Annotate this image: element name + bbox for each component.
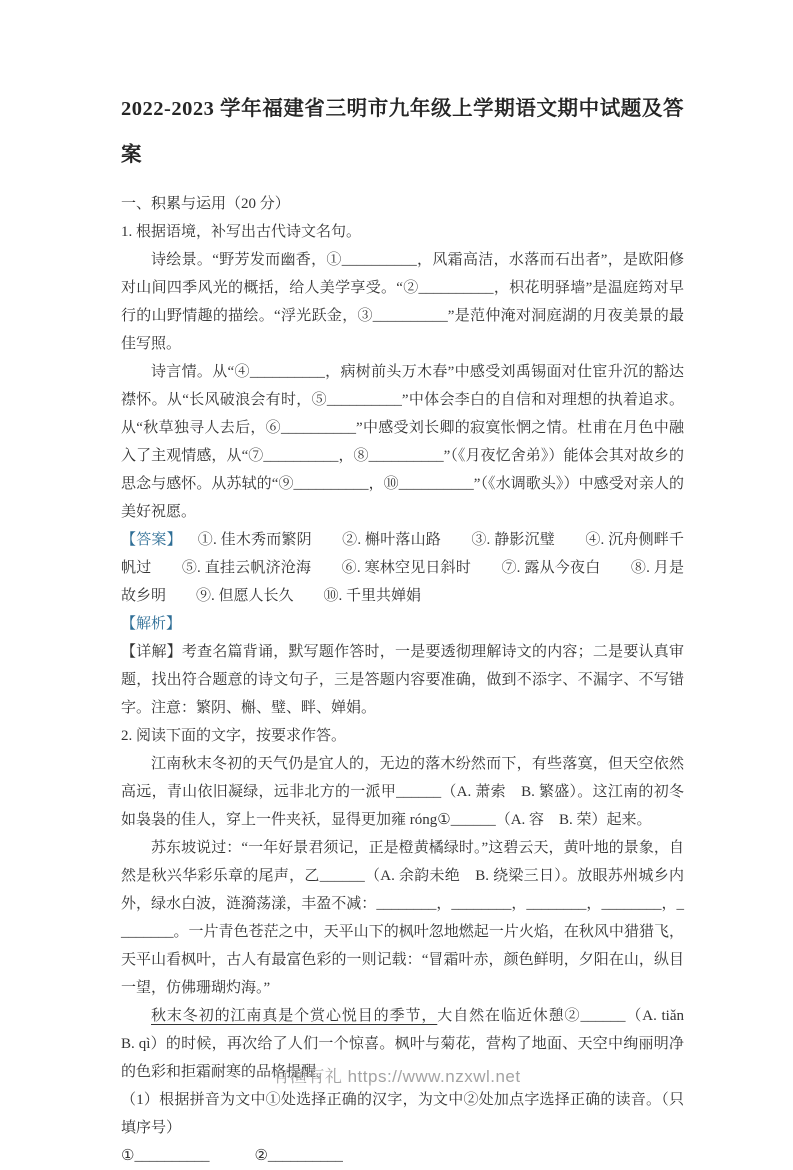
question2-passage-1: 江南秋末冬初的天气仍是宜人的，无边的落木纷然而下，有些落寞，但天空依然高远，青山依旧凝绿，远非北方的一派甲______（A. 萧索 B. 繁盛）。这江南的初冬如袅袅的佳人，穿上一件夹袄，显得更加雍 róng①______（A. 容 B. 荣）起来。 <box>121 756 684 828</box>
watermark-footer: 有渔有礼 https://www.nzxwl.net <box>272 1067 521 1086</box>
question1-passage-scenery: 诗绘景。“野芳发而幽香，①__________，风霜高洁，水落而石出者”，是欧阳修对山间四季风光的概括，给人美学享受。“②__________，枳花明驿墙”是温庭筠对早行的山野情趣的描绘。“浮光跃金，③__________”是范仲淹对洞庭湖的月夜美景的最佳写照。 <box>121 252 684 352</box>
question1-passage-emotion: 诗言情。从“④__________，病树前头万木春”中感受刘禹锡面对仕宦升沉的豁达襟怀。从“长风破浪会有时，⑤__________”中体会李白的自信和对理想的执着追求。从“秋草独寻人去后，⑥__________”中感受刘长卿的寂寞怅惘之情。杜甫在月色中融入了主观情感，从“⑦__________，⑧__________”（《月夜忆舍弟》）能体会其对故乡的思念与感怀。从苏轼的“⑨__________，⑩__________”（《水调歌头》）中感受对亲人的美好祝愿。 <box>121 364 684 520</box>
underlined-sentence: 秋末冬初的江南真是个赏心悦目的季节， <box>151 1008 438 1024</box>
question1-stem: 1. 根据语境，补写出古代诗文名句。 <box>121 224 362 240</box>
question1-analysis-paragraph <box>121 610 684 638</box>
question2-answer-blanks: ①__________ ②__________ <box>121 1148 343 1164</box>
passage-3-rest: 大自然在临近休憩②______（A. tiǎn B. qì）的时候，再次给了人们一个惊喜。枫叶与菊花，营构了地面、天空中绚丽明净的色彩和拒霜耐寒的品格提醒。 <box>121 1008 700 1080</box>
answer-text: ①. 佳木秀而繁阴 ②. 槲叶落山路 ③. 静影沉璧 ④. 沉舟侧畔千帆过 ⑤. 直挂云帆济沧海 ⑥. 寒林空见日斜时 ⑦. 露从今夜白 ⑧. 月是故乡明 ⑨. 但愿人长久 ⑩. 千里共婵娟 <box>121 532 684 604</box>
exam-document-page <box>121 86 700 1170</box>
question1-detail-explanation: 【详解】考查名篇背诵，默写题作答时，一是要透彻理解诗文的内容；二是要认真审题，找出符合题意的诗文句子，三是答题内容要准确，做到不添字、不漏字、不写错字。注意：繁阴、槲、璧、畔、婵娟。 <box>121 644 684 716</box>
analysis-label: 【解析】 <box>121 616 182 632</box>
question2-stem: 2. 阅读下面的文字，按要求作答。 <box>121 728 347 744</box>
question2-passage-2: 苏东坡说过：“一年好景君须记，正是橙黄橘绿时。”这碧云天，黄叶地的景象，自然是秋兴华彩乐章的尾声，乙______（A. 余韵未绝 B. 绕梁三日）。放眼苏州城乡内外，绿水白波，涟漪荡漾，丰盈不减：________，________，________，________，________。一片青色苍茫之中，天平山下的枫叶忽地燃起一片火焰，在秋风中猎猎飞，天平山看枫叶，古人有最富色彩的一则记载：“冒霜叶赤，颜色鲜明，夕阳在山，纵目一望，仿佛珊瑚灼海。” <box>121 840 684 996</box>
document-title: 2022-2023 学年福建省三明市九年级上学期语文期中试题及答案 <box>121 98 684 166</box>
question2-subquestion-1: （1）根据拼音为文中①处选择正确的汉字，为文中②处加点字选择正确的读音。（只填序号） <box>121 1092 684 1136</box>
question1-answer-paragraph <box>121 526 684 610</box>
section-heading: 一、积累与运用（20 分） <box>121 196 290 212</box>
answer-label: 【答案】 <box>121 532 182 548</box>
